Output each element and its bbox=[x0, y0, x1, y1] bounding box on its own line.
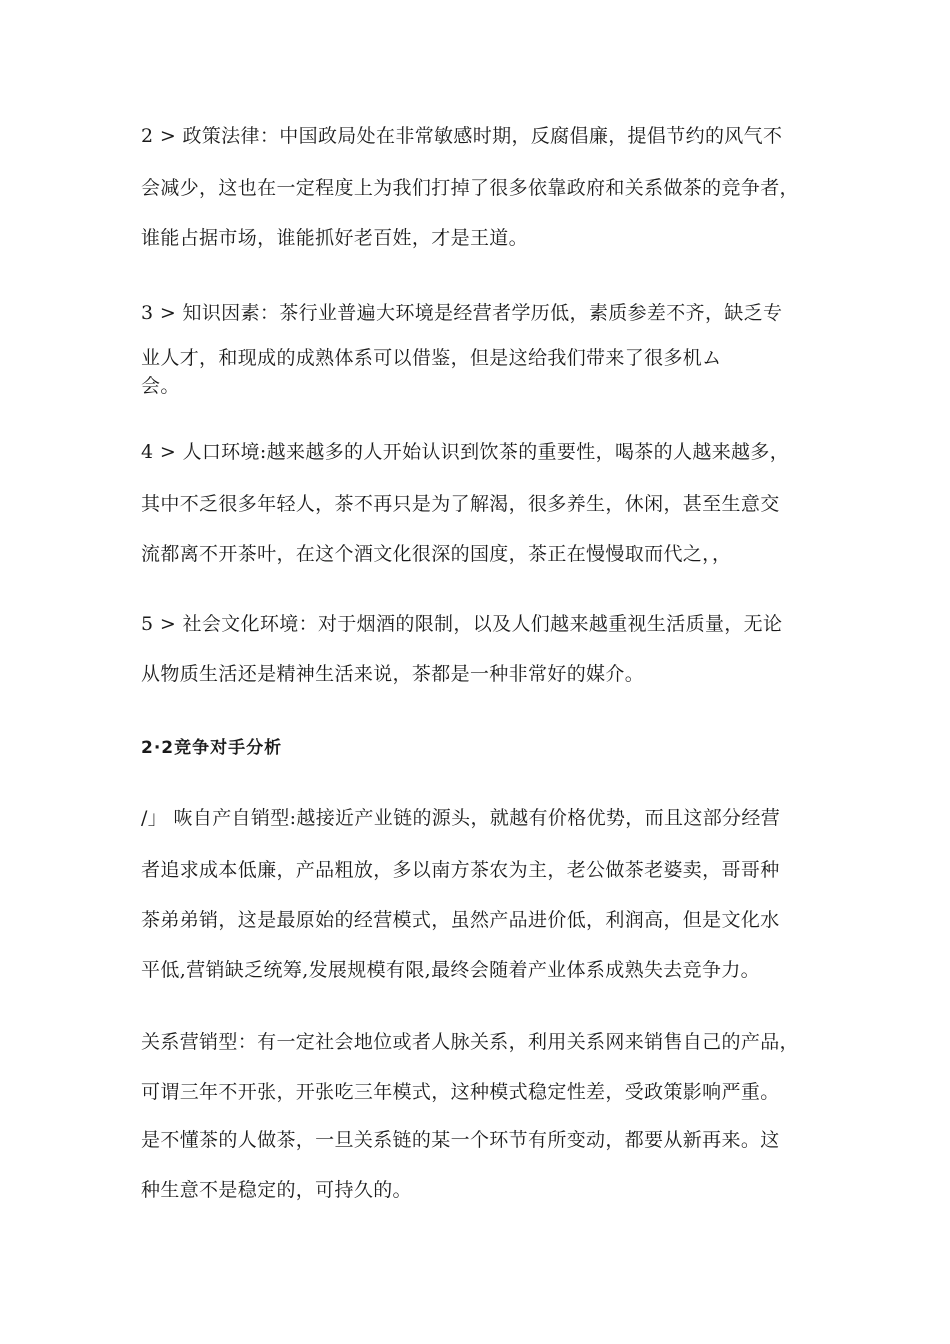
paragraph-policy-law-line-2: 会减少，这也在一定程度上为我们打掉了很多依靠政府和关系做茶的竞争者， bbox=[141, 177, 799, 199]
paragraph-social-culture-line-2: 从物质生活还是精神生活来说，茶都是一种非常好的媒介。 bbox=[141, 663, 645, 685]
paragraph-relationship-marketing-line-1: 关系营销型：有一定社会地位或者人脉关系，利用关系网来销售自己的产品， bbox=[141, 1031, 799, 1053]
paragraph-relationship-marketing-line-4: 种生意不是稳定的，可持久的。 bbox=[141, 1179, 412, 1201]
paragraph-policy-law-line-1: 2 > 政策法律：中国政局处在非常敏感时期，反腐倡廉，提倡节约的风气不 bbox=[141, 125, 783, 147]
section-heading-competitor-analysis: 2·2竞争对手分析 bbox=[141, 738, 283, 758]
paragraph-self-production-line-1: /」 咴自产自销型:越接近产业链的源头，就越有价格优势，而且这部分经营 bbox=[141, 807, 781, 829]
paragraph-self-production-line-4: 平低,营销缺乏统筹,发展规模有限,最终会随着产业体系成熟失去竞争力。 bbox=[141, 959, 761, 981]
paragraph-knowledge-line-2: 业人才，和现成的成熟体系可以借鉴，但是这给我们带来了很多机ム bbox=[141, 347, 722, 369]
paragraph-knowledge-line-1: 3 > 知识因素：茶行业普遍大环境是经营者学历低，素质参差不齐，缺乏专 bbox=[141, 302, 783, 324]
paragraph-population-line-2: 其中不乏很多年轻人，茶不再只是为了解渴，很多养生，休闲，甚至生意交 bbox=[141, 493, 780, 515]
paragraph-self-production-line-3: 茶弟弟销，这是最原始的经营模式，虽然产品进价低，利润高，但是文化水 bbox=[141, 909, 780, 931]
paragraph-population-line-3: 流都离不开茶叶，在这个酒文化很深的国度，茶正在慢慢取而代之，， bbox=[141, 543, 732, 565]
paragraph-knowledge-line-3: 会。 bbox=[141, 375, 180, 397]
paragraph-social-culture-line-1: 5 > 社会文化环境：对于烟酒的限制，以及人们越来越重视生活质量，无论 bbox=[141, 613, 783, 635]
paragraph-self-production-line-2: 者追求成本低廉，产品粗放，多以南方茶农为主，老公做茶老婆卖，哥哥种 bbox=[141, 859, 780, 881]
paragraph-relationship-marketing-line-3: 是不懂茶的人做茶，一旦关系链的某一个环节有所变动，都要从新再来。这 bbox=[141, 1129, 780, 1151]
paragraph-relationship-marketing-line-2: 可谓三年不开张，开张吃三年模式，这种模式稳定性差，受政策影响严重。 bbox=[141, 1081, 780, 1103]
paragraph-policy-law-line-3: 谁能占据市场，谁能抓好老百姓，才是王道。 bbox=[141, 227, 529, 249]
paragraph-population-line-1: 4 > 人口环境:越来越多的人开始认识到饮茶的重要性，喝茶的人越来越多， bbox=[141, 441, 790, 463]
